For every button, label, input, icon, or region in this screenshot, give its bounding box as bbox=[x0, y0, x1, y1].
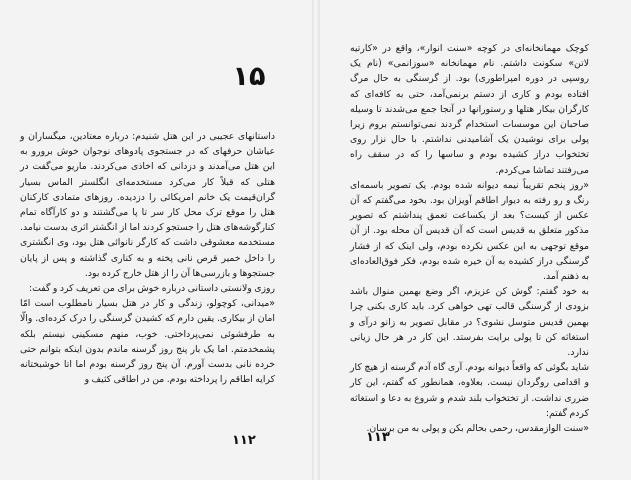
chapter-number: ۱۵ bbox=[232, 61, 266, 92]
left-page bbox=[0, 0, 312, 480]
paragraph: به خود گفتم: گوش کن عزیزم، اگر وضع بهمین منوال باشد بزودی از گرسنگی قالب تهی خواهی کرد. باید کاری بکنی چرا بهمین قدیس متوسل نشوی؟ در مقابل تصویر به زانو درآی و استغاثه کن تا پولی برایت بفرستد. این کار در هر حال زیانی ندارد. bbox=[350, 286, 589, 359]
book-gutter bbox=[312, 0, 320, 480]
paragraph: «میدانی، کوچولو، زندگی و کار در هتل بسیار نامطلوب است امّا امان از بیکاری. یقین دارم که کشیدن گرسنگی را درک کرده‌ای. والّا به طرفشوئی نمی‌پرداختی. خوب، منهم مسکینی نیستم بلکه پشمخدمتم. اما یک بار پنج روز گرسنه ماندم بدون اینکه بتوانم حتی خرده نانی بدست آورم. آن پنج روز گرسنه بودم اما اتا خوشبختانه کرایه اطاقم را پرداخته بودم. من در اطاقی کثیف و bbox=[20, 298, 275, 386]
page-number: ۱۱۳ bbox=[366, 430, 390, 445]
paragraph: روزی ولانستی داستانی درباره خوش برای من تعریف کرد و گفت: bbox=[29, 283, 275, 295]
page-number: ۱۱۲ bbox=[232, 433, 256, 448]
paragraph: شاید بگوئی که واقعاً دیوانه بودم. آری گاه آدم گرسنه از هیچ کار و اقدامی روگردان نیست. بعلاوه، همانطور که گفتم، این کار ضرری نداشت. از تختخواب بلند شدم و شروع به دعا و استغاثه کردم گفتم: bbox=[350, 362, 589, 419]
right-page bbox=[320, 0, 631, 480]
paragraph: کوچک مهمانخانه‌ای در کوچه «سنت انوار»، واقع در «کارتیه لاتن» سکونت داشتم. نام مهمانخانه «سوزانمی» (نام یک روسپی در دوره امپراطوری) بود. از گرسنگی به حال مرگ افتاده بودم و کاری از دستم برنمی‌آمد، حتی به کافه‌ای که کارگران بیکار هتلها و رستورانها در آنجا جمع می‌شدند تا وسیله صاحبان این موسسات استخدام گردند نمی‌توانستم بروم زیرا پولی برای نوشیدن یک آشامیدنی نداشتم. با حال نزار روی تختخواب دراز کشیده بودم و ساسها را که در سقف راه می‌رفتند تماشا می‌کردم. bbox=[350, 43, 589, 176]
paragraph: «سنت الوازمقدس، رحمی بحالم بکن و پولی به من برسان. bbox=[366, 423, 589, 435]
paragraph: داستانهای عجیبی در این هتل شنیدم: درباره معتادین، میگساران و عیاشان حرفهای که در جستجوی پادوهای نوجوان خوش برورو به این هتل می‌آمدند و دزدانی که اخاذی می‌کردند. ماریو می‌گفت در هتلی که قبلاً کار می‌کرد مستخدمه‌ای انگلستر الماس بسیار گران‌قیمت یک خانم امریکائی را دزدیده. روزهای متمادی کارکنان هتل را موقع ترک محل کار سر تا پا می‌گشتند و دو کارآگاه تمام کنارگوشه‌های هتل را جستجو کردند اما از انگشتر اثری بدست نیامد. مستخدمه معشوقی داشت که کارگر نانوائی هتل بود، وی انگشتری را داخل خمیر قرص نانی پخته و به کناری گذاشته و پس از پایان جستجوها و بازرسی‌ها آن را از هتل خارج کرده بود. bbox=[20, 131, 275, 279]
paragraph: «روز پنجم تقریباً نیمه دیوانه شده بودم. یک تصویر باسمه‌ای رنگ و رو رفته به دیوار اطاقم آویزان بود. بخود می‌گفتم که آن عکس از کیست؟ بعد از یکساعت تعمق پنداشتم که تصویر مذکور متعلق به قدیس است که آن قدیس آن محله بود. از آن موقع توجهی به این عکس نکرده بودم، ولی اینک که از فشار گرسنگی دراز کشیده به آن خیره شده بودم، فکر فوق‌العاده‌ای به ذهنم آمد. bbox=[350, 179, 589, 283]
left-page-body bbox=[20, 129, 297, 419]
right-page-body bbox=[350, 41, 611, 435]
